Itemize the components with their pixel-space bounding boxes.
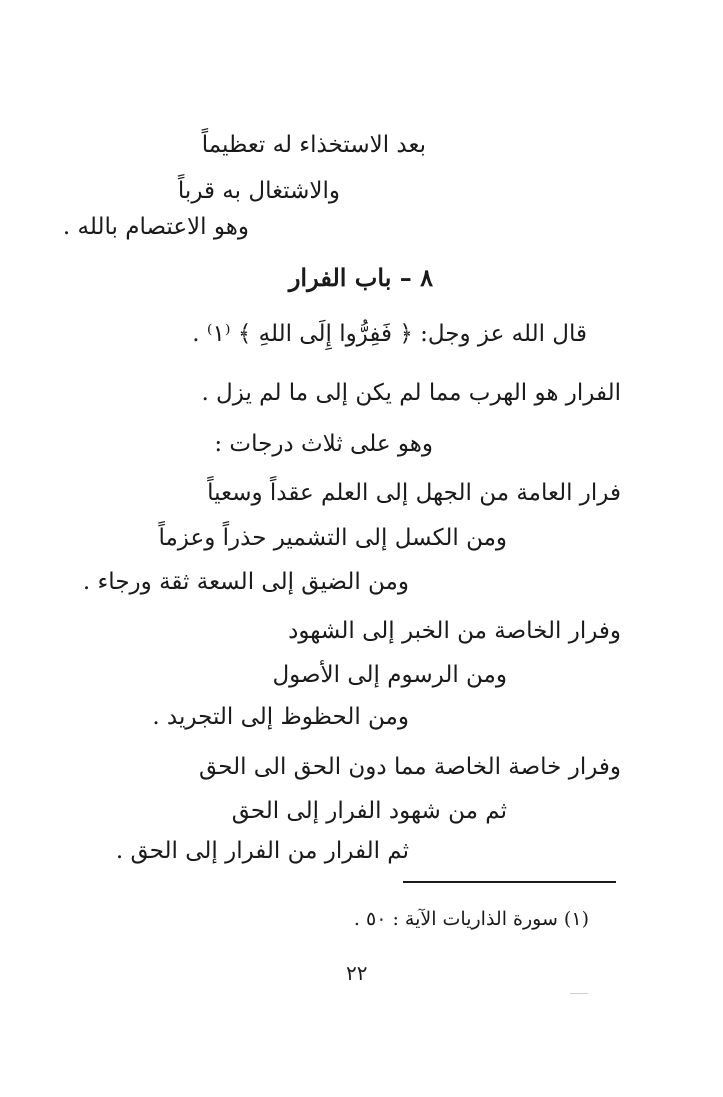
text-line-6: الفرار هو الهرب مما لم يكن إلى ما لم يزل . bbox=[201, 380, 621, 406]
text-line-12: ومن الرسوم إلى الأصول bbox=[272, 662, 507, 688]
text-line-2: والاشتغال به قرباً bbox=[177, 178, 340, 204]
text-line-9: ومن الكسل إلى التشمير حذراً وعزماً bbox=[158, 525, 507, 551]
text-line-7: وهو على ثلاث درجات : bbox=[214, 431, 433, 457]
text-line-16: ثم الفرار من الفرار إلى الحق . bbox=[115, 838, 409, 864]
text-line-1: بعد الاستخذاء له تعظيماً bbox=[201, 132, 426, 158]
verse-line: قال الله عز وجل: ﴿ فَفِرُّوا إِلَى اللهِ ﴾ ⁽١⁾ . bbox=[192, 321, 587, 347]
text-line-11: وفرار الخاصة من الخبر إلى الشهود bbox=[288, 618, 621, 644]
footnote: (١) سورة الذاريات الآية : ٥٠ . bbox=[353, 908, 589, 930]
text-line-14: وفرار خاصة الخاصة مما دون الحق الى الحق bbox=[199, 754, 621, 780]
footnote-separator bbox=[403, 881, 616, 883]
text-line-15: ثم من شهود الفرار إلى الحق bbox=[231, 798, 507, 824]
scan-mark bbox=[570, 993, 588, 994]
section-heading: ٨ – باب الفرار bbox=[288, 263, 433, 292]
text-line-13: ومن الحظوظ إلى التجريد . bbox=[152, 704, 409, 730]
text-line-10: ومن الضيق إلى السعة ثقة ورجاء . bbox=[82, 569, 409, 595]
text-line-8: فرار العامة من الجهل إلى العلم عقداً وسعياً bbox=[207, 480, 621, 506]
page-number: ٢٢ bbox=[346, 961, 368, 985]
text-line-3: وهو الاعتصام بالله . bbox=[62, 214, 249, 240]
